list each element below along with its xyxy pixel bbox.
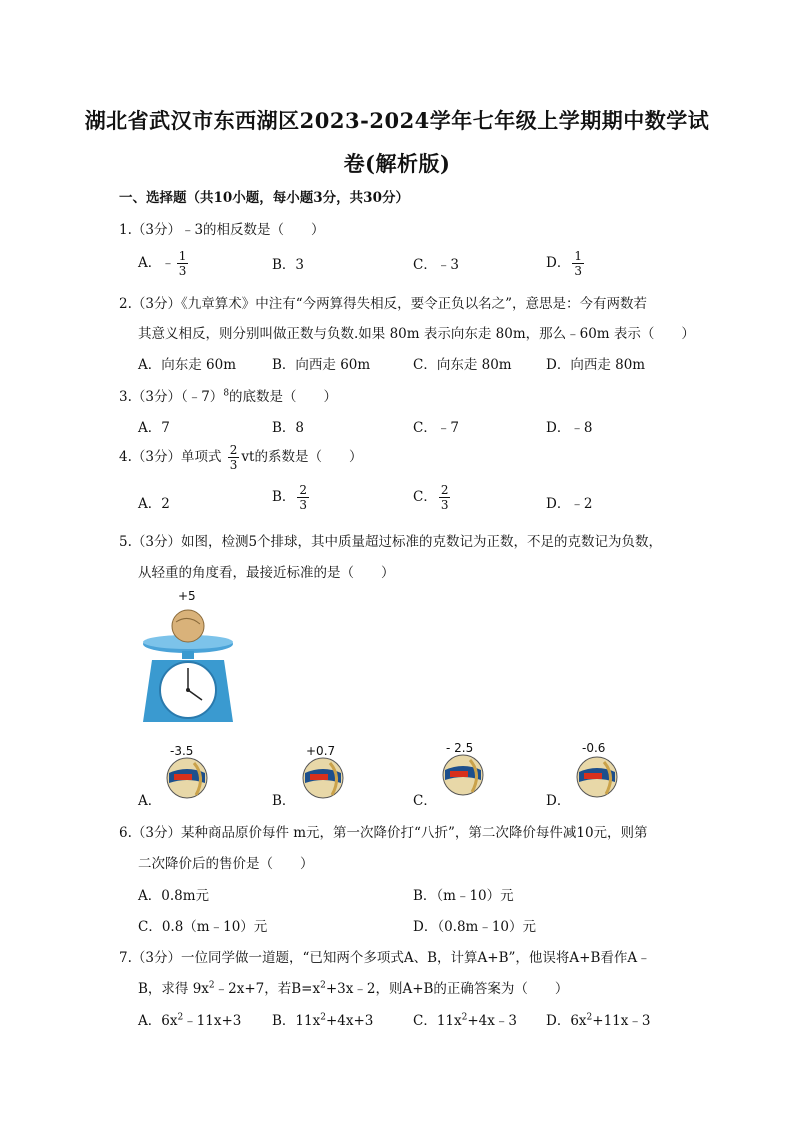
question-6-line-2: 二次降价后的售价是（ ） (138, 856, 314, 872)
volleyball-icon (442, 754, 484, 796)
question-7-line-1: 7.（3分）一位同学做一道题，“已知两个多项式A、B，计算A+B”，他误将A+B看作A﹣ (119, 950, 651, 966)
q3-option-d: D．﹣8 (546, 420, 593, 436)
q4-option-b: B． $\frac{2}{3}$ (272, 483, 308, 512)
q2-option-b: B．向西走 60m (272, 357, 371, 373)
q1-option-c: C．﹣3 (413, 257, 459, 273)
q5-option-c: C． (413, 793, 437, 809)
scale-weight-label: +5 (178, 589, 196, 603)
fraction: $\frac{2}{3}$ (229, 443, 238, 472)
ball-d-label: -0.6 (582, 741, 606, 755)
q5-option-d: D． (546, 793, 571, 809)
ball-b-label: +0.7 (306, 744, 336, 758)
fraction: $\frac{1}{3}$ (574, 249, 582, 278)
q7-option-c: C．$11x^2+4x﹣3$ (413, 1012, 517, 1029)
q2-option-d: D．向西走 80m (546, 357, 646, 373)
q3-option-b: B．8 (272, 420, 305, 436)
fraction: $\frac{1}{3}$ (178, 249, 187, 278)
q7-option-a: A．$6x^2﹣11x+3$ (138, 1012, 242, 1029)
question-5-line-1: 5.（3分）如图，检测5个排球，其中质量超过标准的克数记为正数，不足的克数记为负数， (119, 534, 663, 550)
q1-option-d: D． $\frac{1}{3}$ (546, 249, 582, 278)
ball-c-label: - 2.5 (446, 741, 474, 755)
question-2-line-2: 其意义相反，则分别叫做正数与负数.如果 80m 表示向东走 80m，那么﹣60m 表示（ ） (138, 326, 695, 342)
question-6-line-1: 6.（3分）某种商品原价每件 m元，第一次降价打“八折”，第二次降价每件减10元，则第 (119, 825, 648, 841)
page-title: 湖北省武汉市东西湖区2023-2024学年七年级上学期期中数学试 (84, 108, 710, 133)
q4-option-a: A．2 (138, 496, 170, 512)
question-2-line-1: 2.（3分）《九章算术》中注有“今两算得失相反，要令正负以名之”，意思是：今有两数若 (119, 296, 648, 312)
question-3: 3.（3分）（﹣7）$^8$的底数是（ ） (119, 388, 338, 405)
question-1: 1.（3分）﹣3的相反数是（ ） (119, 222, 325, 238)
q5-option-b: B． (272, 793, 296, 809)
volleyball-icon (576, 756, 618, 798)
ball-a-label: -3.5 (170, 744, 194, 758)
section-heading: 一、选择题（共10小题，每小题3分，共30分） (119, 190, 409, 206)
q6-option-a: A．0.8m元 (138, 888, 210, 904)
fraction: $\frac{2}{3}$ (299, 483, 308, 512)
volleyball-icon (166, 757, 208, 799)
q7-option-b: B．$11x^2+4x+3$ (272, 1012, 374, 1029)
question-5-line-2: 从轻重的角度看，最接近标准的是（ ） (138, 565, 395, 581)
q2-option-c: C．向东走 80m (413, 357, 512, 373)
page-title-continued: 卷(解析版) (343, 151, 451, 176)
volleyball-icon (302, 757, 344, 799)
q5-option-a: A． (138, 793, 162, 809)
q4-option-d: D．﹣2 (546, 496, 593, 512)
scale-icon (138, 604, 238, 728)
q6-option-b: B．（m﹣10）元 (413, 888, 514, 904)
q6-option-c: C．0.8（m﹣10）元 (138, 919, 268, 935)
q3-option-a: A．7 (138, 420, 170, 436)
question-7-line-2: B，求得 $9x^2﹣2x+7$，若$B=x^2+3x﹣2$，则A+B的正确答案为（ ） (138, 980, 569, 997)
q7-option-d: D．$6x^2+11x﹣3$ (546, 1012, 651, 1029)
q1-option-b: B．3 (272, 257, 305, 273)
fraction: $\frac{2}{3}$ (440, 483, 449, 512)
q6-option-d: D．（0.8m﹣10）元 (413, 919, 537, 935)
q1-option-a: A．﹣ $\frac{1}{3}$ (138, 249, 187, 278)
q2-option-a: A．向东走 60m (138, 357, 237, 373)
q3-option-c: C．﹣7 (413, 420, 459, 436)
question-4: 4.（3分）单项式 $\frac{2}{3}$ vt的系数是（ ） (119, 443, 363, 472)
q4-option-c: C． $\frac{2}{3}$ (413, 483, 449, 512)
